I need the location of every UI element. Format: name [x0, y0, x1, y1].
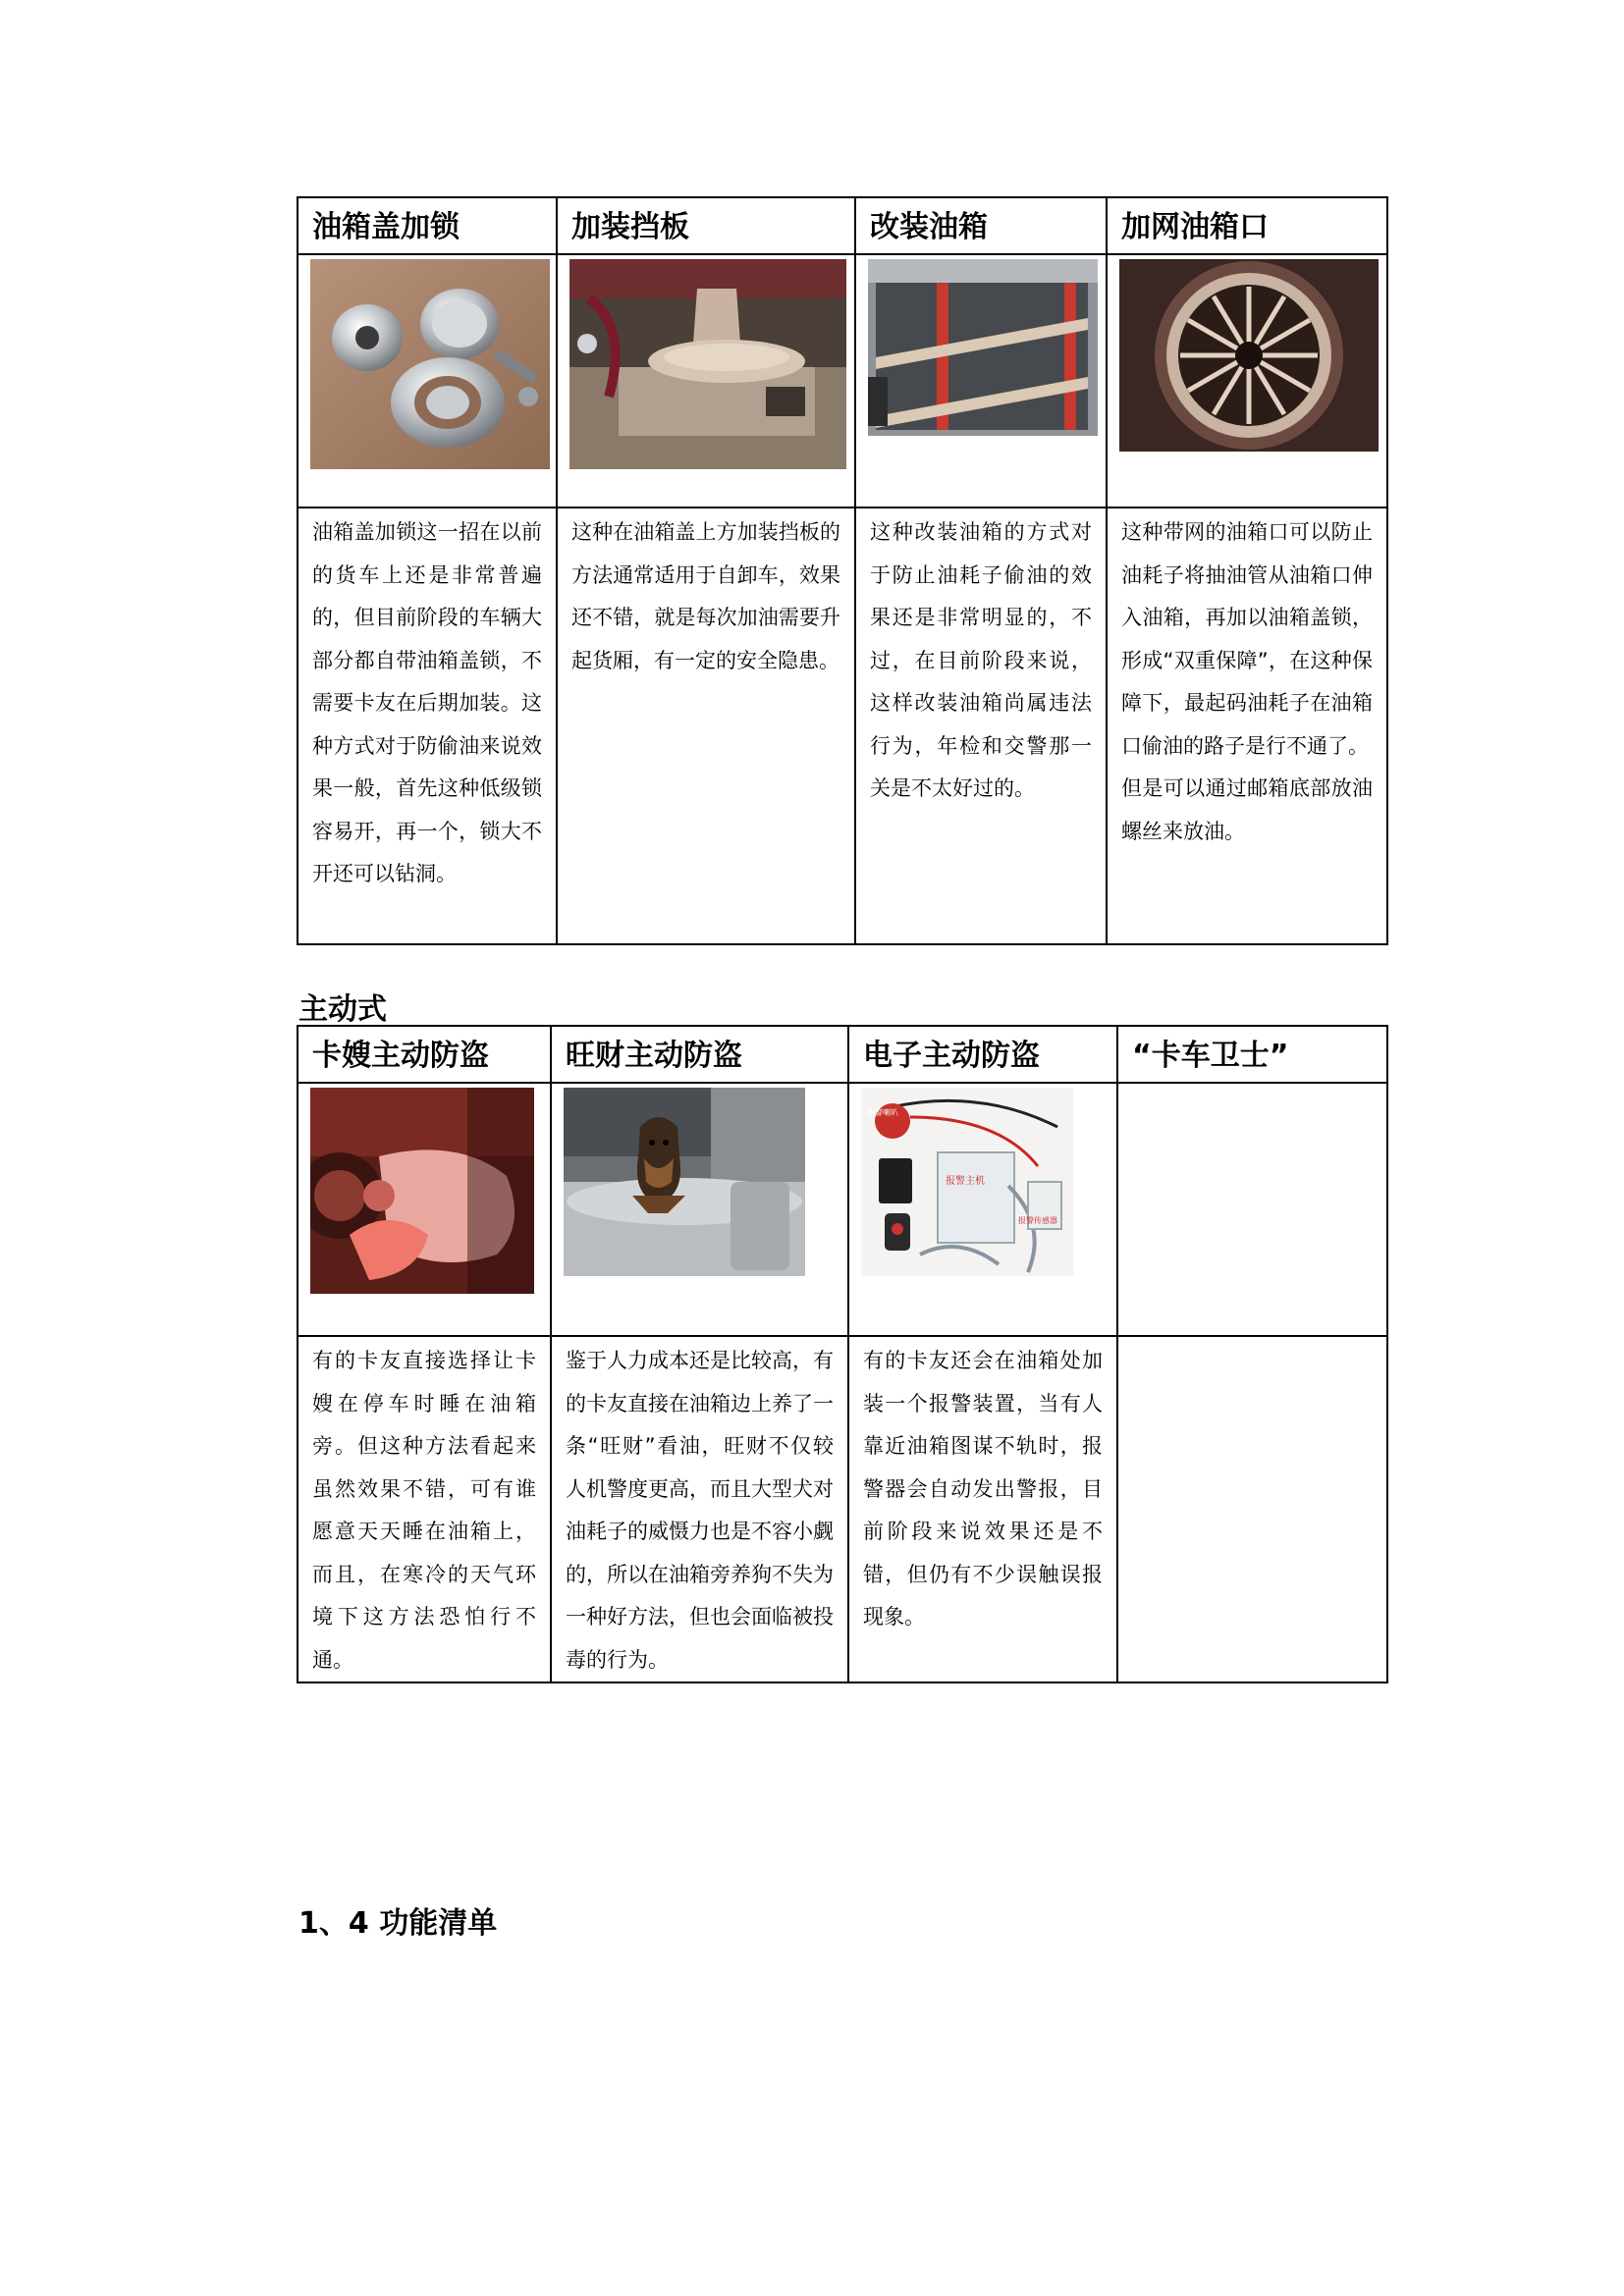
table-header-row [298, 1026, 1387, 1083]
description-mesh-filler: 这种带网的油箱口可以防止油耗子将抽油管从油箱口伸入油箱，再加以油箱盖锁，形成“双重保障”，在这种保障下，最起码油耗子在油箱口偷油的路子是行不通了。 但是可以通过邮箱底部放油螺丝来放油。 [1107, 507, 1387, 944]
fuel-cap-lock-photo [310, 259, 550, 469]
image-cell [848, 1083, 1117, 1336]
description-modified-tank: 这种改装油箱的方式对于防止油耗子偷油的效果还是非常明显的，不过，在目前阶段来说，这样改装油箱尚属违法行为，年检和交警那一关是不太好过的。 [855, 507, 1107, 944]
header-wife-guard: 卡嫂主动防盗 [298, 1026, 551, 1083]
description-fuel-cap-lock: 油箱盖加锁这一招在以前的货车上还是非常普遍的，但目前阶段的车辆大部分都自带油箱盖锁，不需要卡友在后期加装。这种方式对于防偷油来说效果一般，首先这种低级锁容易开，再一个，锁大不开还可以钻洞。 [298, 507, 557, 944]
header-modified-tank: 改装油箱 [855, 197, 1107, 254]
image-cell [298, 1083, 551, 1336]
image-cell [557, 254, 855, 507]
table-image-row [298, 254, 1387, 507]
table-text-row [298, 1336, 1387, 1682]
header-mesh-filler: 加网油箱口 [1107, 197, 1387, 254]
image-cell [298, 254, 557, 507]
modified-tank-photo [868, 259, 1098, 436]
description-baffle: 这种在油箱盖上方加装挡板的方法通常适用于自卸车，效果还不错，就是每次加油需要升起货厢，有一定的安全隐患。 [557, 507, 855, 944]
empty-image-cell [1117, 1083, 1387, 1336]
table-image-row [298, 1083, 1387, 1336]
section-label-active: 主动式 [298, 992, 387, 1027]
image-cell [1107, 254, 1387, 507]
mesh-filler-photo [1119, 259, 1379, 452]
description-electronic-guard: 有的卡友还会在油箱处加装一个报警装置，当有人靠近油箱图谋不轨时，报警器会自动发出警报，目前阶段来说效果还是不错，但仍有不少误触误报现象。 [848, 1336, 1117, 1682]
description-wife-guard: 有的卡友直接选择让卡嫂在停车时睡在油箱旁。但这种方法看起来虽然效果不错，可有谁愿意天天睡在油箱上，而且，在寒冷的天气环境下这方法恐怕行不通。 [298, 1336, 551, 1682]
image-cell [551, 1083, 848, 1336]
active-methods-table [297, 1025, 1388, 1683]
header-electronic-guard: 电子主动防盗 [848, 1026, 1117, 1083]
wife-sleeping-photo [310, 1088, 534, 1294]
alarm-kit-photo [861, 1088, 1073, 1276]
header-dog-guard: 旺财主动防盗 [551, 1026, 848, 1083]
section-heading: 1、4 功能清单 [298, 1906, 498, 1941]
alarm-horn-label: 报警喇叭 [867, 1108, 898, 1117]
header-fuel-cap-lock: 油箱盖加锁 [298, 197, 557, 254]
table-text-row [298, 507, 1387, 944]
header-truck-guardian: “卡车卫士” [1117, 1026, 1387, 1083]
alarm-host-label: 报警主机 [946, 1176, 985, 1187]
image-cell [855, 254, 1107, 507]
description-truck-guardian [1117, 1336, 1387, 1682]
passive-methods-table [297, 196, 1388, 945]
table-header-row [298, 197, 1387, 254]
header-baffle: 加装挡板 [557, 197, 855, 254]
alarm-sensor-label: 报警传感器 [1018, 1216, 1057, 1225]
description-dog-guard: 鉴于人力成本还是比较高，有的卡友直接在油箱边上养了一条“旺财”看油，旺财不仅较人机警度更高，而且大型犬对油耗子的威慑力也是不容小觑的，所以在油箱旁养狗不失为一种好方法，但也会面临被投毒的行为。 [551, 1336, 848, 1682]
baffle-photo [569, 259, 846, 469]
guard-dog-photo [564, 1088, 805, 1276]
